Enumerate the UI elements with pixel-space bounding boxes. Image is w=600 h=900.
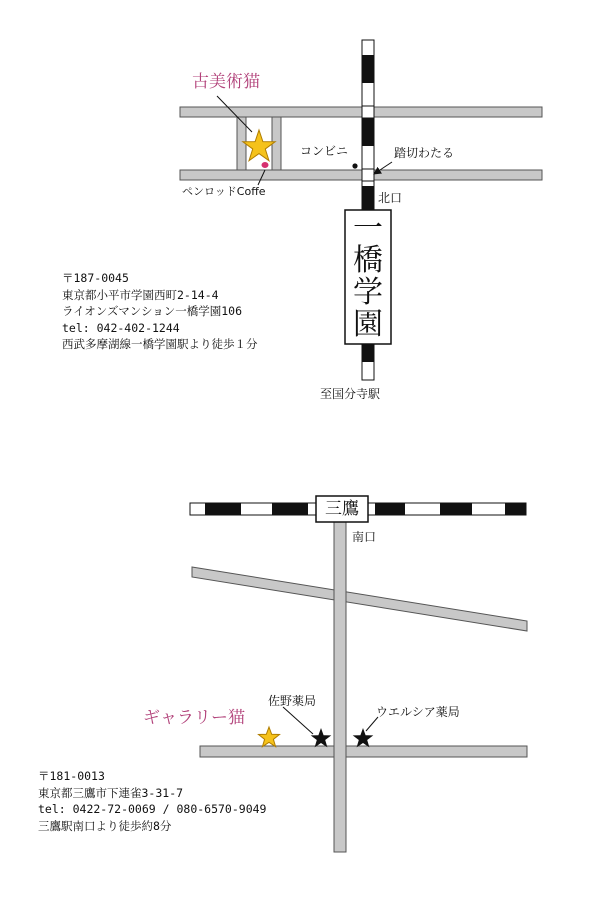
address-block-1	[62, 270, 258, 353]
access-line: 西武多摩湖線一橋学園駅より徒歩１分	[62, 337, 258, 351]
cafe-dot-icon	[262, 162, 269, 168]
address-line: 〒187-0045	[62, 271, 129, 285]
road-vertical	[334, 522, 346, 852]
pharmacy-label-1: 佐野薬局	[268, 694, 317, 708]
road-lower	[180, 170, 542, 180]
phone-line: tel: 0422-72-0069 / 080-6570-9049	[38, 802, 267, 816]
to-station-label: 至国分寺駅	[320, 387, 381, 401]
pharmacy-label-2: ウエルシア薬局	[376, 705, 460, 719]
cafe-label: ペンロッドCoffe	[182, 185, 266, 198]
black-star-icon	[353, 728, 374, 747]
access-line: 三鷹駅南口より徒歩約8分	[38, 818, 172, 833]
station-char: 園	[353, 307, 383, 342]
address-line: 東京都三鷹市下連雀3-31-7	[38, 785, 184, 800]
station-char: 学	[353, 275, 383, 310]
road-diagonal	[192, 567, 527, 631]
station-name-1	[345, 210, 391, 344]
address-block-2	[38, 768, 266, 834]
star-icon	[243, 130, 275, 161]
exit-label-1: 北口	[378, 191, 403, 205]
black-star-icon	[311, 728, 332, 747]
crossing-label: 踏切わたる	[394, 146, 455, 160]
address-line: 東京都小平市学園西町2-14-4	[62, 287, 219, 302]
address-line: 〒181-0013	[38, 769, 105, 783]
convenience-label: コンビニ	[300, 144, 349, 158]
phone-line: tel: 042-402-1244	[62, 320, 180, 335]
dot-icon	[352, 163, 357, 168]
station-char: 橋	[353, 243, 383, 278]
station-name-2: 三鷹	[325, 499, 359, 519]
address-line: ライオンズマンション一橋学園106	[62, 304, 242, 318]
star-icon	[259, 727, 280, 747]
shop-name-1: 古美術猫	[192, 72, 260, 92]
road-bottom	[200, 746, 527, 757]
road-upper	[180, 107, 542, 117]
exit-label-2: 南口	[352, 530, 377, 544]
station-name-text	[353, 213, 383, 341]
station-char: 一	[353, 211, 383, 246]
shop-name-2: ギャラリー猫	[143, 708, 245, 728]
